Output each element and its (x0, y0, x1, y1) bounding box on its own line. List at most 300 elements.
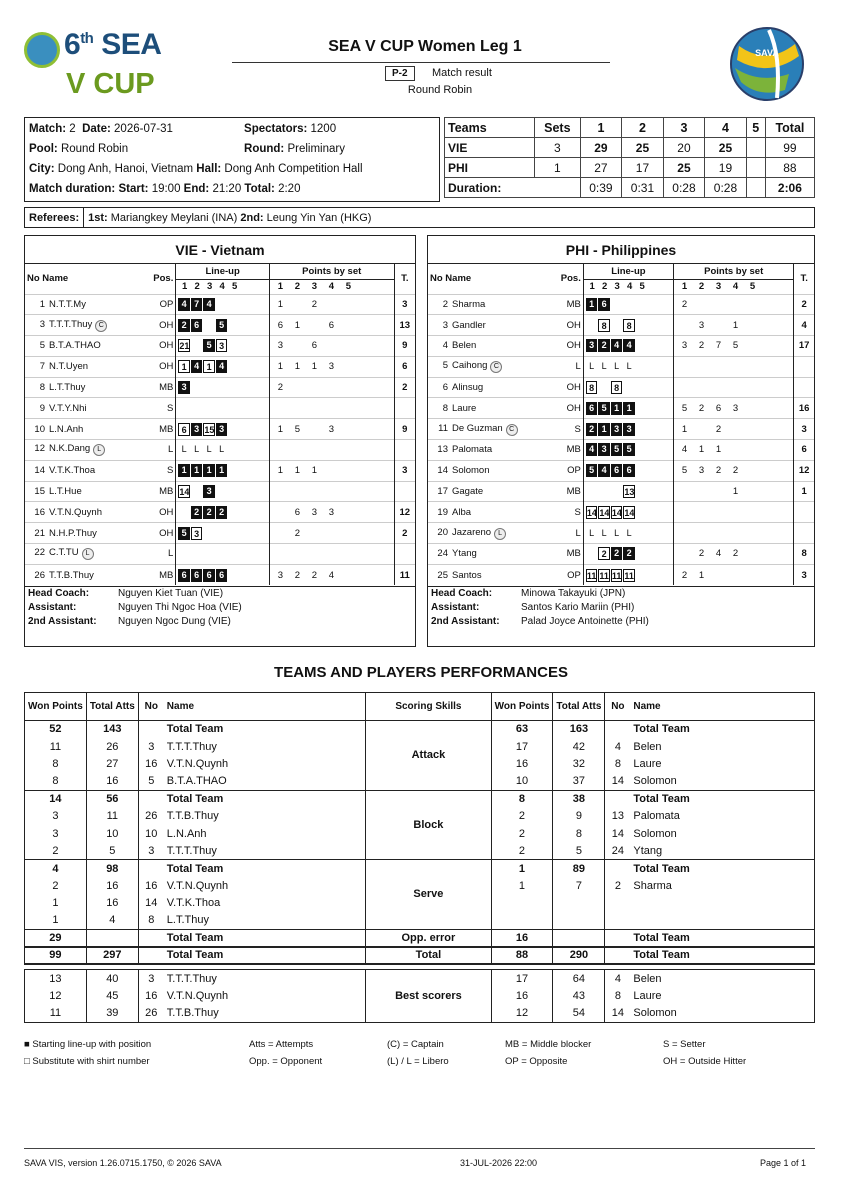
player-number: 14 (611, 1007, 624, 1020)
legend-item: Opp. = Opponent (249, 1056, 323, 1067)
score-cell: 19 (705, 158, 747, 178)
team-panel-phi (427, 235, 815, 647)
col-no-name: No Name (27, 273, 69, 285)
start-time: 19:00 (151, 183, 181, 195)
player-row (25, 419, 415, 440)
player-number: 15 (34, 486, 45, 498)
lineup-libero: L (626, 527, 632, 538)
player-name: T.T.T.Thuy (166, 844, 217, 857)
lineup-start-box: 2 (216, 506, 228, 519)
player-row (25, 398, 415, 419)
player-row (25, 315, 415, 336)
player-name: Total Team (166, 931, 224, 944)
performance-table (24, 692, 815, 1023)
won-points: 1 (25, 912, 87, 929)
player-name: Sharma (452, 298, 486, 310)
total-atts: 4 (86, 912, 138, 929)
player-lineup (583, 336, 673, 357)
footer-page: Page 1 of 1 (760, 1158, 807, 1168)
won-points: 52 (25, 721, 87, 738)
lineup-start-box: 4 (598, 464, 610, 477)
set-points: 6 (294, 506, 301, 518)
lineup-empty (598, 485, 610, 498)
player-name: B.T.A.THAO (49, 340, 101, 352)
roster-header (428, 264, 814, 279)
player-name: T.T.B.Thuy (49, 569, 94, 581)
set-duration: 2:06 (765, 178, 814, 198)
lineup-start-box: 1 (611, 402, 623, 415)
set-points: 1 (277, 361, 284, 373)
total-atts: 163 (553, 721, 605, 738)
lineup-start-box: 5 (586, 464, 598, 477)
player-position: OP (159, 298, 174, 310)
lineup-libero: L (614, 361, 620, 372)
player-position: S (167, 402, 174, 414)
player-name: N.K.Dang (49, 443, 91, 455)
lineup-start-box: 1 (203, 464, 215, 477)
roster-table (25, 264, 415, 585)
player-points-by-set (269, 523, 394, 544)
player-points-by-set (674, 523, 794, 544)
opp-row (25, 929, 815, 946)
player-total: 12 (394, 502, 415, 523)
score-header-cell: 4 (705, 118, 747, 138)
player-number: 2 (442, 298, 448, 310)
player-name: Santos (452, 569, 482, 581)
lineup-start-box: 5 (178, 527, 190, 540)
player-lineup (176, 398, 270, 419)
duration-row (445, 178, 815, 198)
logo-text: 6 (64, 28, 81, 61)
player-number: 4 (614, 972, 621, 985)
player-number: 25 (437, 569, 448, 581)
player-number (138, 721, 163, 738)
lineup-empty (216, 381, 228, 394)
player-row (428, 502, 814, 523)
total-atts (553, 912, 605, 929)
player-total: 4 (794, 315, 814, 336)
player-total: 12 (794, 460, 814, 481)
lineup-empty (191, 547, 203, 560)
lineup-start-box: 3 (598, 443, 610, 456)
set-points: 3 (328, 506, 335, 518)
won-points: 16 (491, 755, 553, 772)
coach-name: Santos Kario Mariin (PHI) (521, 602, 635, 614)
team-title: VIE - Vietnam (25, 236, 415, 264)
player-no-name (428, 502, 551, 523)
total-atts: 37 (553, 773, 605, 790)
lineup-empty (623, 298, 635, 311)
scoring-skill: Attack (366, 721, 491, 791)
libero-badge: L (494, 528, 506, 540)
player-total: 17 (794, 336, 814, 357)
player-lineup (583, 440, 673, 461)
lineup-sub-box: 8 (598, 319, 610, 332)
name-header: Name (164, 693, 366, 721)
total-atts (86, 929, 138, 946)
player-no-name (25, 336, 142, 357)
lineup-start-box: 3 (178, 381, 190, 394)
won-points-header: Won Points (491, 693, 553, 721)
player-number: 4 (442, 340, 448, 352)
lineup-sub-box: 14 (179, 487, 190, 498)
set-points: 5 (681, 402, 688, 414)
player-row (428, 294, 814, 315)
lineup-start-box: 2 (586, 423, 598, 436)
captain-badge: C (95, 320, 107, 332)
set-points: 3 (277, 340, 284, 352)
lineup-empty (191, 381, 203, 394)
player-total (794, 502, 814, 523)
score-cell: 88 (765, 158, 814, 178)
legend-row (24, 1036, 815, 1053)
col-total: T. (794, 264, 814, 294)
set-duration: 0:28 (705, 178, 747, 198)
player-lineup (583, 460, 673, 481)
player-position: L (168, 444, 174, 456)
set-points: 6 (715, 402, 722, 414)
player-number: 8 (148, 914, 155, 927)
legend-item: (C) = Captain (387, 1039, 444, 1050)
lineup-start-box: 3 (191, 423, 203, 436)
total-atts: 8 (553, 825, 605, 842)
set-points: 1 (681, 423, 688, 435)
total-atts: 5 (553, 842, 605, 859)
player-lineup (176, 440, 270, 461)
total-atts: 290 (553, 947, 605, 964)
player-row (428, 523, 814, 544)
player-position: S (574, 506, 581, 518)
lineup-start-box: 7 (191, 298, 203, 311)
coach-name: Nguyen Ngoc Dung (VIE) (118, 616, 231, 628)
lineup-sub-box: 14 (586, 507, 597, 518)
player-name: Gandler (452, 319, 486, 331)
legend-item: MB = Middle blocker (505, 1039, 592, 1050)
lineup-start-box: 6 (191, 319, 203, 332)
won-points: 1 (25, 894, 87, 911)
player-no-name (25, 294, 142, 315)
player-name: V.T.K.Thoa (166, 897, 221, 910)
score-row (445, 158, 815, 178)
scoring-skill: Best scorers (366, 970, 491, 1022)
player-name: N.H.P.Thuy (49, 527, 97, 539)
total-atts: 43 (553, 987, 605, 1004)
player-position: MB (159, 423, 174, 435)
lineup-empty (636, 423, 648, 436)
lineup-empty (611, 485, 623, 498)
lineup-empty (636, 569, 648, 582)
score-cell: VIE (445, 138, 535, 158)
lineup-set-numbers: 1 2 3 4 5 (583, 279, 673, 294)
legend-item: (L) / L = Libero (387, 1056, 449, 1067)
round: Preliminary (287, 143, 345, 155)
player-lineup (583, 398, 673, 419)
player-no-name (428, 377, 551, 398)
player-total: 2 (794, 294, 814, 315)
col-lineup: Line-up (583, 264, 673, 279)
player-total: 1 (794, 481, 814, 502)
player-number: 17 (437, 486, 448, 498)
lineup-start-box: 6 (191, 569, 203, 582)
lineup-start-box: 6 (611, 464, 623, 477)
footer-divider (24, 1148, 815, 1149)
lineup-sub-box: 2 (598, 547, 610, 560)
won-points: 63 (491, 721, 553, 738)
legend-item: ■ Starting line-up with position (24, 1039, 152, 1050)
set-points: 1 (732, 486, 739, 498)
player-no-name (428, 398, 551, 419)
set-points: 2 (732, 465, 739, 477)
set-points: 6 (277, 319, 284, 331)
player-no-name (428, 336, 551, 357)
player-no-name (428, 544, 551, 565)
lineup-empty (636, 381, 648, 394)
player-number (605, 790, 630, 807)
player-lineup (176, 315, 270, 336)
total-atts: 42 (553, 738, 605, 755)
player-name: Belen (452, 340, 477, 352)
player-name: T.T.T.Thuy (49, 318, 93, 330)
player-no-name (428, 481, 551, 502)
player-points-by-set (674, 294, 794, 315)
set-points: 6 (328, 319, 335, 331)
coaches-table (25, 586, 415, 629)
lineup-start-box: 5 (203, 339, 215, 352)
player-points-by-set (269, 460, 394, 481)
set-points: 1 (698, 569, 705, 581)
title-divider (232, 62, 610, 63)
player-position: OH (159, 319, 174, 331)
player-total: 16 (794, 398, 814, 419)
player-number (605, 721, 630, 738)
score-table (444, 117, 815, 198)
set-points: 3 (732, 402, 739, 414)
lineup-start-box: 1 (216, 464, 228, 477)
player-no-name (428, 294, 551, 315)
player-row (428, 398, 814, 419)
match-date: 2026-07-31 (114, 123, 173, 135)
lineup-start-box: 6 (623, 464, 635, 477)
team-total-row (25, 721, 815, 738)
player-number (605, 860, 630, 877)
lineup-start-box: 2 (623, 547, 635, 560)
lineup-empty (636, 506, 648, 519)
score-cell (746, 138, 765, 158)
won-points: 1 (491, 860, 553, 877)
match-info-panel: Match: 2 Date: 2026-07-31 Spectators: 1200 Pool: Round Robin Round: Preliminary City: Dong Anh, Hanoi, Vietnam Hall: Dong Anh Competition Hall Match duration: Start: 19:00 End: 21:20 Total: 2:20 (24, 117, 440, 202)
end-time: 21:20 (212, 183, 242, 195)
set-duration (746, 178, 765, 198)
set-points: 7 (715, 340, 722, 352)
player-number: 5 (148, 775, 155, 788)
player-number: 14 (611, 827, 624, 840)
set-points: 1 (698, 444, 705, 456)
player-row (25, 336, 415, 357)
player-no-name (428, 523, 551, 544)
player-points-by-set (674, 356, 794, 377)
won-points-header: Won Points (25, 693, 87, 721)
player-row (428, 564, 814, 585)
player-number: 6 (442, 382, 448, 394)
lineup-start-box: 6 (598, 298, 610, 311)
player-number (138, 929, 163, 946)
lineup-empty (228, 381, 240, 394)
lineup-start-box: 4 (586, 443, 598, 456)
lineup-start-box: 4 (623, 339, 635, 352)
player-name: V.T.Y.Nhi (49, 402, 87, 414)
total-atts (553, 894, 605, 911)
player-points-by-set (674, 502, 794, 523)
team-total-row (25, 860, 815, 877)
lineup-sub-box: 21 (179, 341, 190, 352)
lineup-empty (623, 381, 635, 394)
player-points-by-set (269, 544, 394, 565)
won-points: 10 (491, 773, 553, 790)
set-points: 4 (681, 444, 688, 456)
lineup-empty (636, 464, 648, 477)
lineup-sub-box: 1 (178, 360, 190, 373)
total-row (25, 947, 815, 964)
player-no-name (25, 564, 142, 585)
set-points: 2 (294, 569, 301, 581)
player-name: Ytang (452, 548, 477, 560)
coach-row (428, 615, 814, 629)
set-points: 2 (715, 423, 722, 435)
player-lineup (176, 356, 270, 377)
set-points: 3 (698, 319, 705, 331)
footer-version: SAVA VIS, version 1.26.0715.1750, © 2026 SAVA (24, 1158, 222, 1168)
logo-ball-text: SAVA (755, 48, 779, 58)
lineup-sub-box: 6 (178, 423, 190, 436)
player-lineup (176, 523, 270, 544)
player-number: 3 (148, 972, 155, 985)
player-total: 8 (794, 544, 814, 565)
total-atts: 5 (86, 842, 138, 859)
won-points: 2 (25, 877, 87, 894)
player-no-name (25, 502, 142, 523)
set-points: 2 (698, 340, 705, 352)
player-position: S (574, 423, 581, 435)
player-name: Total Team (166, 793, 224, 805)
scoring-skills-header: Scoring Skills (366, 693, 491, 721)
legend (24, 1036, 815, 1070)
player-name: N.T.T.My (49, 298, 86, 310)
lineup-start-box: 2 (178, 319, 190, 332)
coach-row (428, 601, 814, 615)
total-atts: 16 (86, 877, 138, 894)
lineup-empty (203, 547, 215, 560)
no-header: No (605, 693, 630, 721)
event-logo: 6th SEA V CUP (24, 28, 184, 108)
won-points: 88 (491, 947, 553, 964)
set-duration: 0:28 (663, 178, 705, 198)
lineup-start-box: 5 (623, 443, 635, 456)
player-points-by-set (269, 294, 394, 315)
score-header-cell: Teams (445, 118, 535, 138)
coach-role: Assistant: (28, 602, 77, 614)
points-set-numbers: 1 2 3 4 5 (269, 279, 394, 294)
player-name: Total Team (630, 947, 814, 964)
player-row (25, 544, 415, 565)
lineup-start-box: 2 (203, 506, 215, 519)
won-points: 16 (491, 987, 553, 1004)
player-number (605, 947, 630, 964)
player-name: Jazareno (452, 526, 492, 538)
set-points: 1 (732, 319, 739, 331)
set-points: 4 (715, 548, 722, 560)
lineup-empty (636, 360, 648, 373)
lineup-libero: L (614, 527, 620, 538)
score-row (445, 138, 815, 158)
player-row (428, 460, 814, 481)
won-points: 4 (25, 860, 87, 877)
lineup-empty (228, 485, 240, 498)
player-lineup (176, 481, 270, 502)
no-header: No (138, 693, 163, 721)
player-number: 12 (34, 443, 45, 455)
lineup-libero: L (601, 527, 607, 538)
set-points: 5 (294, 423, 301, 435)
player-total: 3 (394, 460, 415, 481)
lineup-empty (611, 319, 623, 332)
total-atts (553, 929, 605, 946)
legend-item: □ Substitute with shirt number (24, 1056, 150, 1067)
player-name: Total Team (630, 929, 814, 946)
libero-badge: L (82, 548, 94, 560)
player-name: T.T.B.Thuy (166, 810, 219, 823)
lineup-sub-box: 11 (586, 570, 597, 581)
roster-header (25, 264, 415, 279)
total-atts: 16 (86, 894, 138, 911)
lineup-empty (586, 485, 598, 498)
player-number: 9 (39, 402, 45, 414)
lineup-libero: L (194, 444, 200, 455)
lineup-empty (178, 402, 190, 415)
lineup-sub-box: 3 (216, 339, 228, 352)
set-points: 2 (698, 548, 705, 560)
player-total (794, 356, 814, 377)
won-points (491, 912, 553, 929)
player-number: 3 (148, 844, 155, 857)
col-no-name: No Name (430, 273, 472, 285)
lineup-empty (228, 402, 240, 415)
player-row (25, 564, 415, 585)
coach-name: Nguyen Kiet Tuan (VIE) (118, 588, 224, 600)
document-title: SEA V CUP Women Leg 1 (328, 38, 522, 55)
scoring-skill: Block (366, 790, 491, 860)
won-points: 2 (491, 842, 553, 859)
won-points: 17 (491, 970, 553, 987)
player-position: OP (567, 465, 581, 477)
lineup-empty (216, 527, 228, 540)
lineup-set-numbers: 1 2 3 4 5 (176, 279, 270, 294)
total-atts: 26 (86, 738, 138, 755)
spectators: 1200 (310, 123, 337, 135)
total-atts: 32 (553, 755, 605, 772)
lineup-sub-box: 11 (624, 570, 634, 581)
lineup-empty (636, 298, 648, 311)
team-title: PHI - Philippines (428, 236, 814, 264)
player-lineup (176, 564, 270, 585)
lineup-libero: L (219, 444, 225, 455)
lineup-empty (636, 339, 648, 352)
player-name: Total Team (630, 790, 814, 807)
lineup-empty (216, 485, 228, 498)
player-no-name (428, 356, 551, 377)
player-name: Alinsug (452, 382, 484, 394)
player-lineup (176, 377, 270, 398)
player-position: MB (159, 382, 174, 394)
